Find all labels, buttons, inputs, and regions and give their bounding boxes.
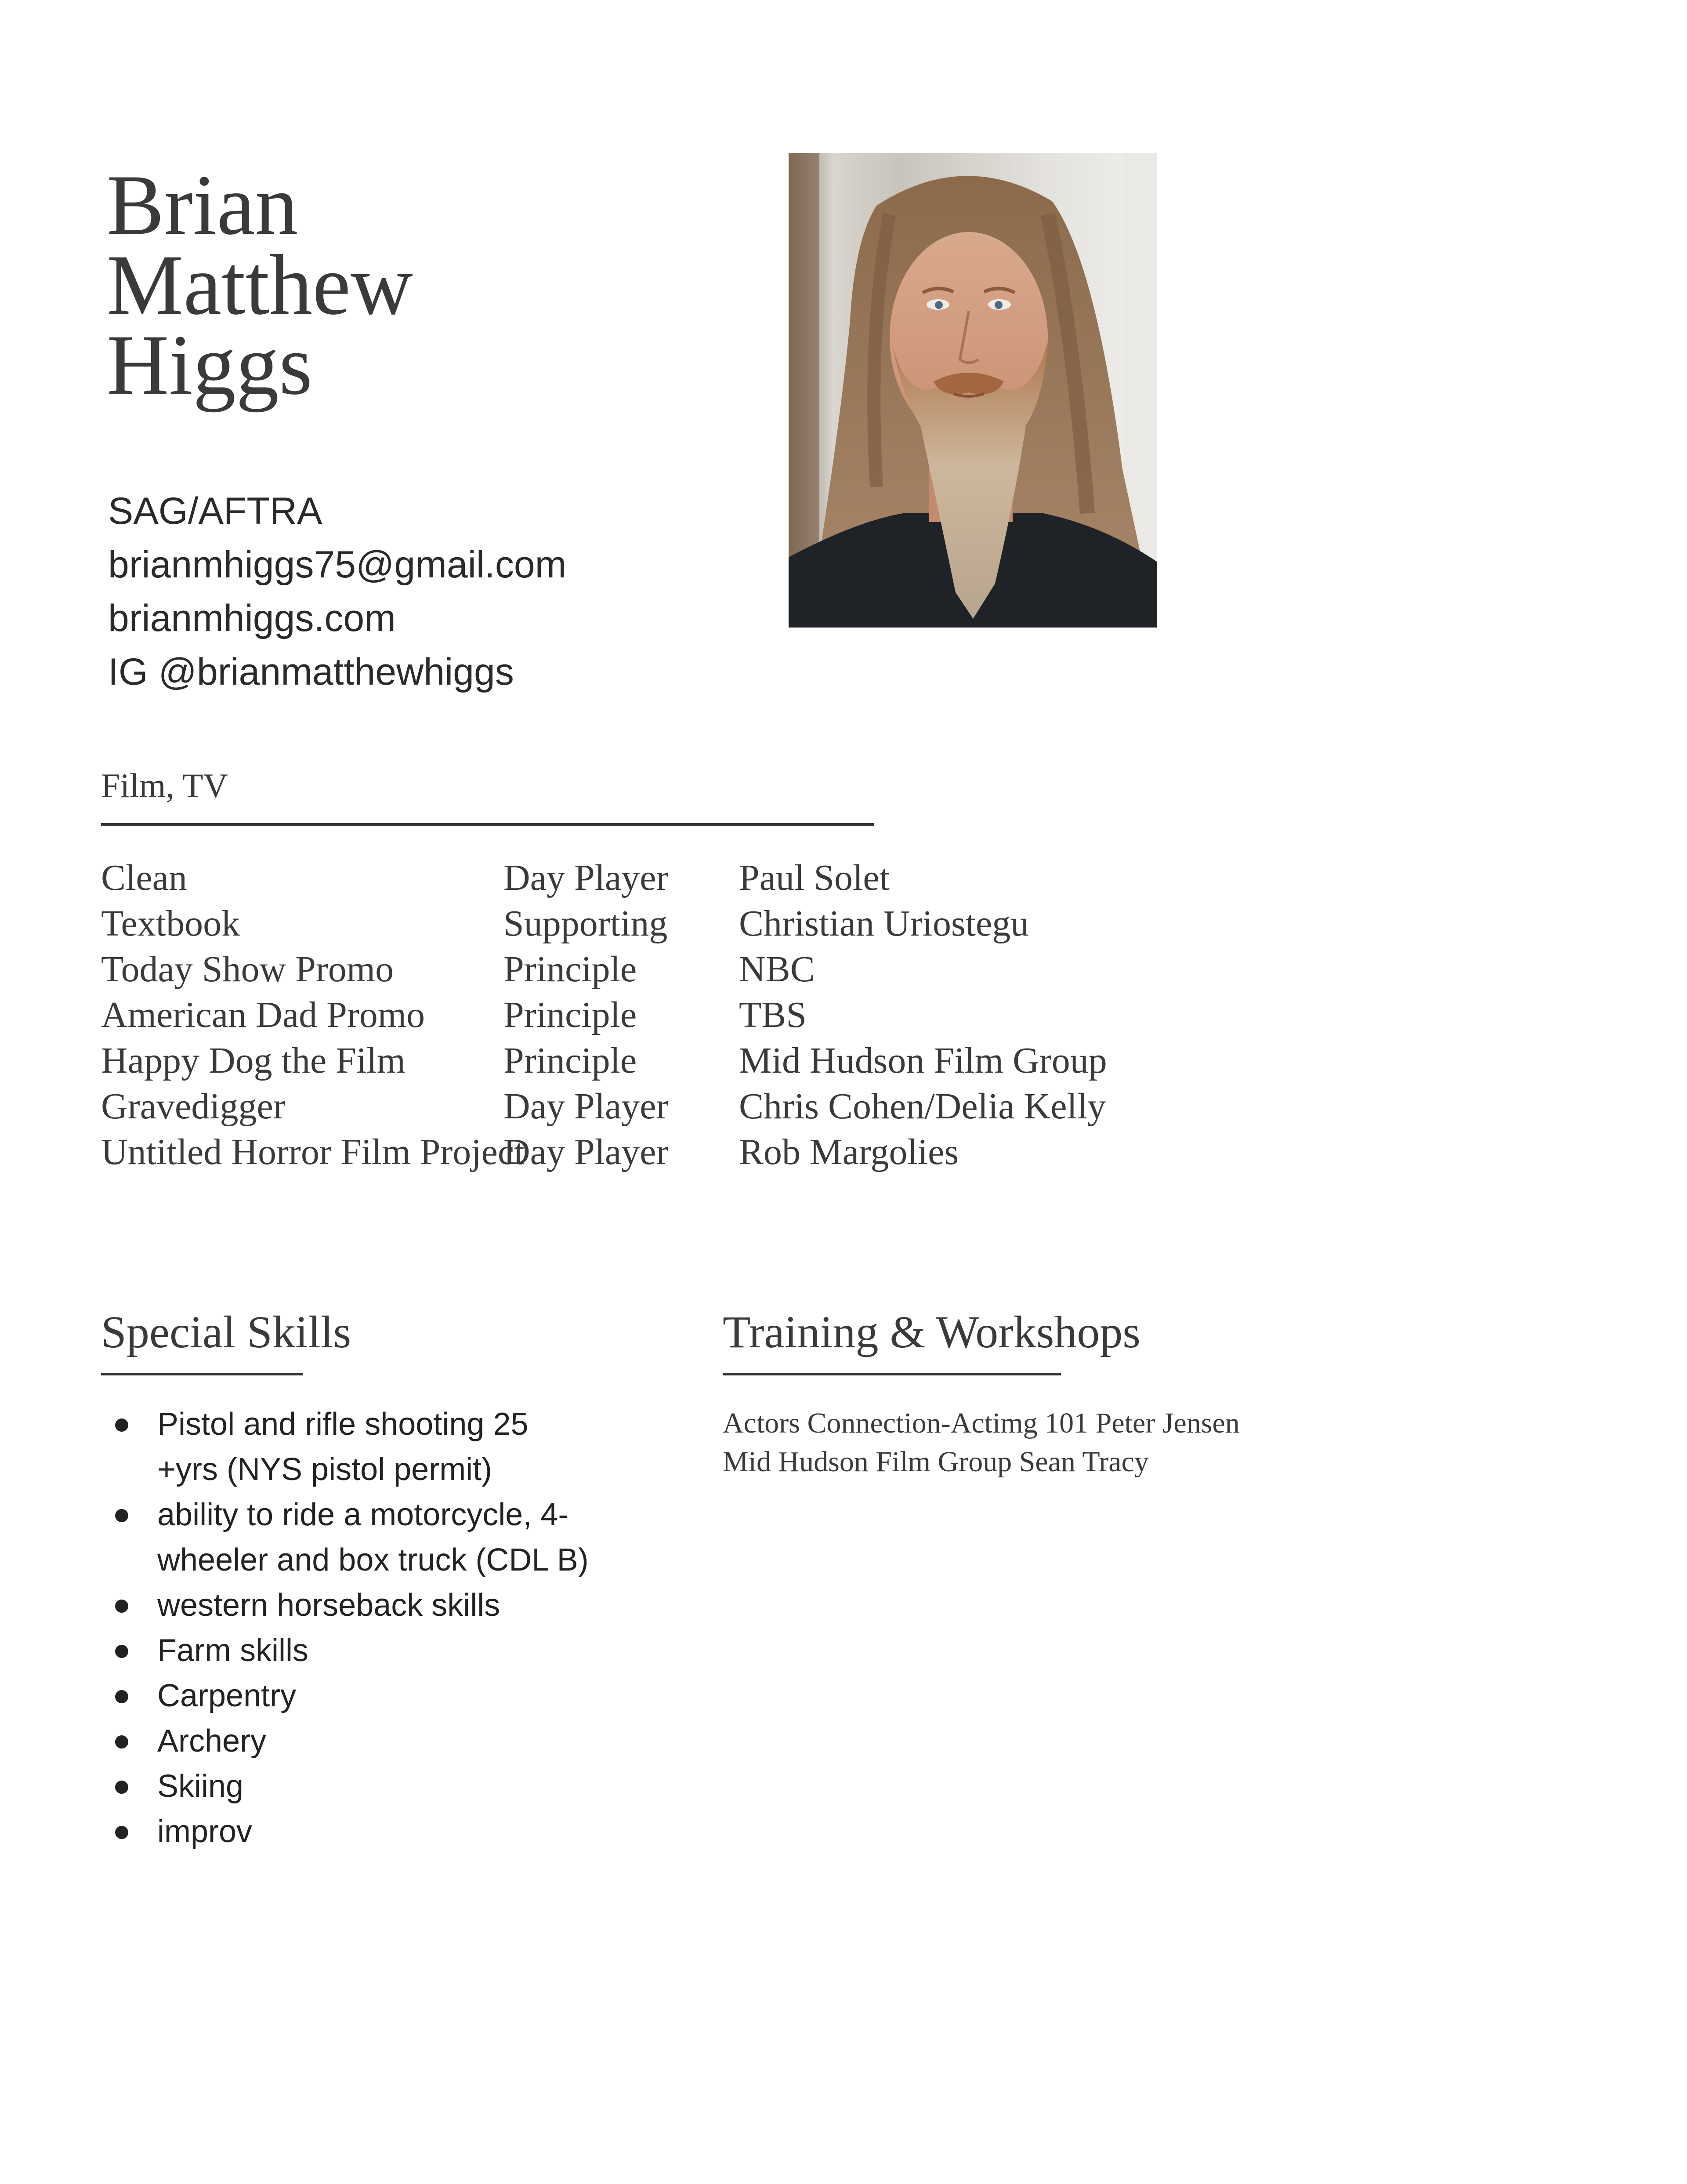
credits-divider — [101, 823, 874, 826]
skill-item — [110, 1628, 655, 1673]
credits-table — [101, 855, 1155, 1175]
skill-text: +yrs (NYS pistol permit) — [157, 1452, 492, 1487]
headshot-photo — [789, 153, 1157, 628]
name-last: Higgs — [107, 317, 313, 413]
bullet-icon — [115, 1826, 128, 1839]
bullet-icon — [115, 1690, 128, 1703]
skill-text: Pistol and rifle shooting 25 — [157, 1407, 529, 1442]
credit-title: Clean — [101, 857, 187, 898]
skill-text: western horseback skills — [157, 1588, 500, 1623]
bullet-icon — [115, 1781, 128, 1794]
training-item: Mid Hudson Film Group Sean Tracy — [723, 1446, 1149, 1478]
skill-text: Farm skills — [157, 1633, 308, 1668]
skill-item — [110, 1492, 655, 1583]
credit-director: Christian Uriostegu — [739, 903, 1029, 944]
credit-row — [101, 901, 1155, 947]
credit-title: Gravedigger — [101, 1086, 286, 1127]
credit-director: Paul Solet — [739, 857, 890, 898]
credit-title: Today Show Promo — [101, 949, 394, 990]
credit-role: Supporting — [503, 903, 668, 944]
credit-director: Mid Hudson Film Group — [739, 1040, 1107, 1081]
skill-item — [110, 1719, 655, 1764]
website-link[interactable]: brianmhiggs.com — [108, 597, 396, 639]
training-divider — [723, 1373, 1061, 1375]
credit-row — [101, 947, 1155, 992]
instagram-handle[interactable]: IG @brianmatthewhiggs — [108, 651, 514, 693]
skill-text: improv — [157, 1814, 253, 1849]
credit-director: TBS — [739, 994, 807, 1035]
credit-title: Untitled Horror Film Project — [101, 1132, 525, 1172]
credit-role: Principle — [503, 994, 637, 1035]
contact-info — [108, 484, 566, 699]
skill-text: Archery — [157, 1723, 267, 1759]
credit-director: Chris Cohen/Delia Kelly — [739, 1086, 1106, 1127]
credit-row — [101, 992, 1155, 1038]
credit-role: Day Player — [503, 1132, 669, 1172]
credit-title: Textbook — [101, 903, 240, 944]
training-list — [723, 1404, 1240, 1481]
skill-item — [110, 1809, 655, 1854]
credit-director: NBC — [739, 949, 815, 990]
name-first: Brian — [107, 157, 298, 253]
credit-row — [101, 1038, 1155, 1084]
credit-row — [101, 855, 1155, 901]
skill-item — [110, 1583, 655, 1628]
skill-text: Skiing — [157, 1769, 244, 1804]
credit-role: Day Player — [503, 857, 669, 898]
skill-item — [110, 1764, 655, 1809]
skill-text: wheeler and box truck (CDL B) — [157, 1542, 589, 1578]
skill-item — [110, 1402, 655, 1492]
credit-role: Day Player — [503, 1086, 669, 1127]
bullet-icon — [115, 1735, 128, 1749]
training-heading: Training & Workshops — [723, 1307, 1140, 1357]
credits-heading: Film, TV — [101, 766, 228, 805]
bullet-icon — [115, 1600, 128, 1613]
credit-title: Happy Dog the Film — [101, 1040, 405, 1081]
credit-role: Principle — [503, 949, 637, 990]
bullet-icon — [115, 1419, 128, 1432]
bullet-icon — [115, 1645, 128, 1658]
actor-name — [107, 157, 413, 413]
special-skills-divider — [101, 1373, 303, 1375]
skill-text: ability to ride a motorcycle, 4- — [157, 1497, 569, 1532]
skill-item — [110, 1673, 655, 1719]
training-item: Actors Connection-Actimg 101 Peter Jensen — [723, 1407, 1240, 1439]
email-link[interactable]: brianmhiggs75@gmail.com — [108, 544, 567, 586]
special-skills-heading: Special Skills — [101, 1307, 351, 1357]
credit-row — [101, 1129, 1155, 1175]
union-affiliation: SAG/AFTRA — [108, 490, 322, 532]
credit-role: Principle — [503, 1040, 637, 1081]
special-skills-list — [110, 1402, 655, 1854]
credit-director: Rob Margolies — [739, 1132, 959, 1172]
credit-row — [101, 1084, 1155, 1129]
skill-text: Carpentry — [157, 1678, 297, 1713]
name-middle: Matthew — [107, 237, 413, 333]
credit-title: American Dad Promo — [101, 994, 425, 1035]
bullet-icon — [115, 1509, 128, 1522]
